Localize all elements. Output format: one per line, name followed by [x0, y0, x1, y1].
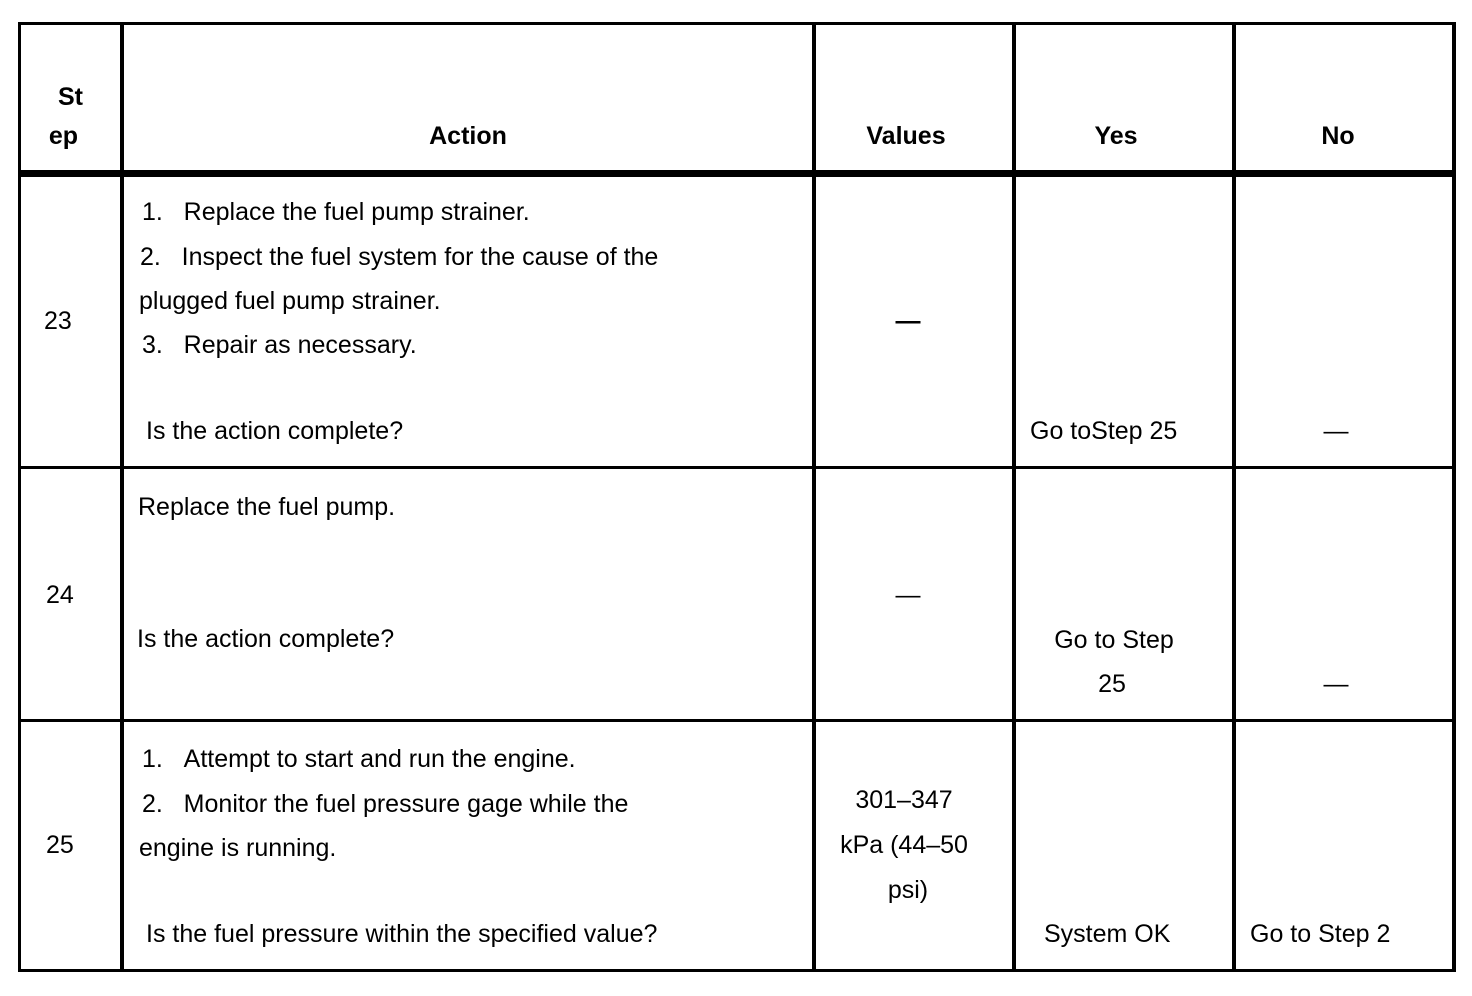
value-line: psi): [887, 876, 929, 904]
yes-cell: System OK: [1044, 920, 1171, 948]
step-number: 24: [46, 581, 74, 609]
col-border: [1452, 22, 1456, 972]
value-cell: —: [895, 581, 921, 609]
header-step-line1: St: [58, 83, 83, 111]
action-line: 1. Attempt to start and run the engine.: [142, 745, 576, 773]
no-cell: Go to Step 2: [1250, 920, 1391, 948]
action-line: Replace the fuel pump.: [138, 493, 396, 521]
no-cell: —: [1323, 417, 1349, 445]
row-divider: [18, 719, 1456, 722]
col-border: [1012, 22, 1016, 972]
table-top-border: [18, 22, 1456, 25]
header-no: No: [1321, 122, 1355, 150]
action-line: 1. Replace the fuel pump strainer.: [142, 198, 530, 226]
value-cell: —: [895, 307, 921, 335]
table-bottom-border: [18, 969, 1456, 972]
action-line: 2. Monitor the fuel pressure gage while the: [142, 790, 629, 818]
action-line: plugged fuel pump strainer.: [139, 287, 441, 315]
action-question: Is the action complete?: [137, 625, 395, 653]
step-number: 23: [44, 307, 72, 335]
yes-cell-line: 25: [1098, 670, 1126, 698]
value-line: 301–347: [855, 786, 953, 814]
no-cell: —: [1323, 670, 1349, 698]
header-action: Action: [429, 122, 507, 150]
action-question: Is the action complete?: [146, 417, 404, 445]
header-divider: [18, 170, 1456, 177]
action-line: 3. Repair as necessary.: [142, 331, 417, 359]
yes-cell-line: Go to Step: [1054, 626, 1174, 654]
row-divider: [18, 466, 1456, 469]
header-values: Values: [866, 122, 946, 150]
action-line: 2. Inspect the fuel system for the cause of the: [140, 243, 659, 271]
col-border: [1232, 22, 1236, 972]
action-question: Is the fuel pressure within the specified value?: [146, 920, 658, 948]
yes-cell: Go toStep 25: [1030, 417, 1178, 445]
header-step-line2: ep: [48, 122, 79, 150]
header-yes: Yes: [1094, 122, 1138, 150]
col-border: [18, 22, 21, 972]
value-line: kPa (44–50: [840, 831, 968, 859]
step-number: 25: [46, 831, 74, 859]
action-line: engine is running.: [139, 834, 337, 862]
col-border: [120, 22, 124, 972]
